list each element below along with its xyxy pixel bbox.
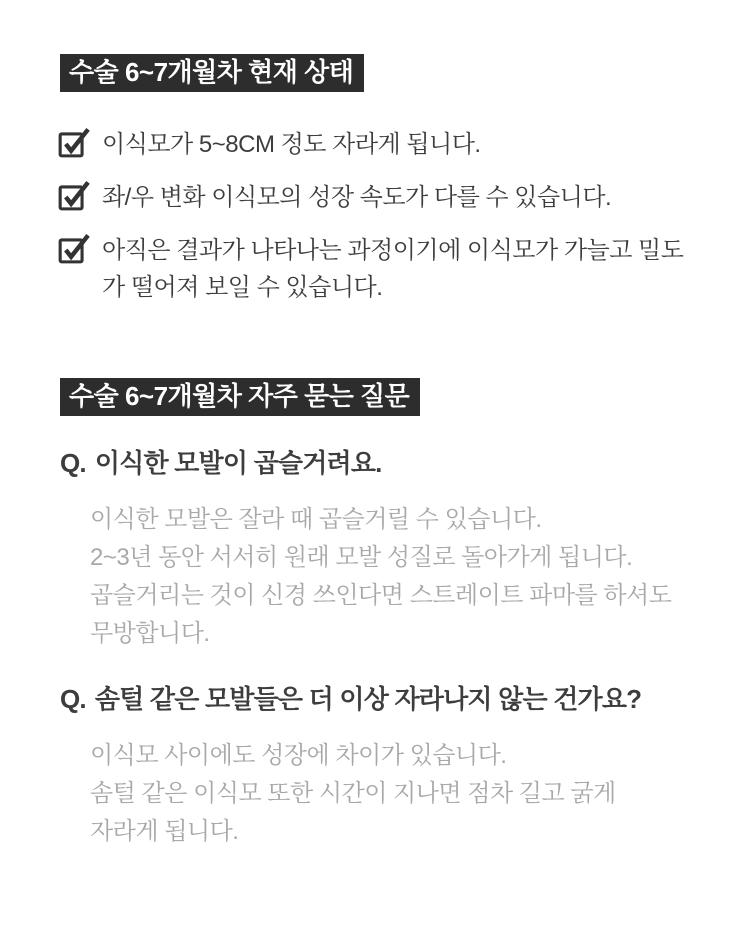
question-prefix: Q.: [60, 448, 86, 478]
status-section-title: 수술 6~7개월차 현재 상태: [60, 54, 364, 92]
faq-answer: [90, 501, 671, 653]
faq-question: [60, 446, 671, 480]
checklist-item-text: 좌/우 변화 이식모의 성장 속도가 다를 수 있습니다.: [102, 184, 612, 211]
faq-item: [60, 446, 671, 653]
question-text: 솜털 같은 모발들은 더 이상 자라나지 않는 건가요?: [94, 684, 642, 714]
checklist-item-text: 이식모가 5~8CM 정도 자라게 됩니다.: [102, 131, 481, 158]
answer-line: 2~3년 동안 서서히 원래 모발 성질로 돌아가게 됩니다.: [90, 544, 633, 571]
checklist-item: [58, 232, 702, 306]
faq-item: [60, 682, 641, 851]
checklist-item: [58, 126, 702, 163]
checked-checkbox-icon: [58, 127, 91, 158]
question-prefix: Q.: [60, 684, 86, 714]
answer-line: 솜털 같은 이식모 또한 시간이 지나면 점차 길고 굵게: [90, 780, 616, 807]
checklist-item: [58, 179, 702, 216]
checked-checkbox-icon: [58, 233, 91, 264]
checked-checkbox-icon: [58, 180, 91, 211]
faq-question: [60, 682, 641, 716]
faq-section-title: 수술 6~7개월차 자주 묻는 질문: [60, 378, 420, 416]
answer-line: 이식모 사이에도 성장에 차이가 있습니다.: [90, 742, 507, 769]
checklist-item-text: 아직은 결과가 나타나는 과정이기에 이식모가 가늘고 밀도가 떨어져 보일 수 있습니다.: [102, 237, 684, 301]
answer-line: 곱슬거리는 것이 신경 쓰인다면 스트레이트 파마를 하셔도: [90, 582, 672, 609]
status-checklist: [58, 126, 702, 322]
answer-line: 자라게 됩니다.: [90, 818, 239, 845]
answer-line: 무방합니다.: [90, 620, 210, 647]
answer-line: 이식한 모발은 잘라 때 곱슬거릴 수 있습니다.: [90, 506, 542, 533]
question-text: 이식한 모발이 곱슬거려요.: [94, 448, 382, 478]
faq-answer: [90, 737, 641, 851]
